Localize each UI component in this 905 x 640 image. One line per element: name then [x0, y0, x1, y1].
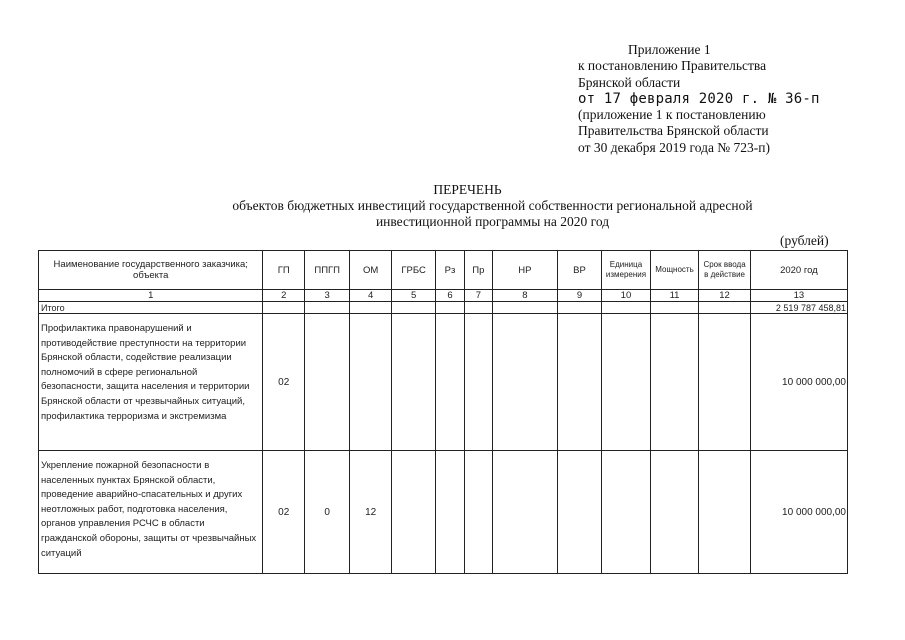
header-unit: Единица измерения — [602, 251, 651, 290]
capacity-cell — [650, 314, 699, 451]
rz-cell — [436, 314, 464, 451]
empty-cell — [391, 302, 435, 314]
om-cell: 12 — [350, 451, 391, 574]
header-customer-object: Наименование государственного заказчика; объекта — [39, 251, 263, 290]
gp-cell: 02 — [263, 314, 304, 451]
pr-cell — [464, 314, 492, 451]
table-row — [39, 314, 848, 451]
total-label: Итого — [39, 302, 263, 314]
nr-cell — [493, 314, 558, 451]
header-gp: ГП — [263, 251, 304, 290]
object-name: Укрепление пожарной безопасности в населенных пунктах Брянской области, проведение аварийно-спасательных и других неотложных работ, подготовка населения, органов управления РСЧС в области гражданской обороны, защиты от чрезвычайных ситуаций — [39, 451, 263, 574]
header-nr: НР — [493, 251, 558, 290]
column-number: 4 — [350, 290, 391, 302]
appendix-line: от 30 декабря 2019 года № 723-п) — [578, 139, 771, 155]
header-capacity: Мощность — [650, 251, 699, 290]
empty-cell — [464, 302, 492, 314]
empty-cell — [493, 302, 558, 314]
object-name: Профилактика правонарушений и противодействие преступности на территории Брянской области, содействие реализации полномочий в сфере региональной безопасности, защита населения и территории Брянской области от чрезвычайных ситуаций, профилактика терроризма и экстремизма — [39, 314, 263, 451]
appendix-date-line: от 17 февраля 2020 г. № 36-п — [578, 90, 820, 107]
column-number: 5 — [391, 290, 435, 302]
column-number: 12 — [699, 290, 751, 302]
column-number: 3 — [304, 290, 350, 302]
unit-cell — [602, 314, 651, 451]
header-rz: Рз — [436, 251, 464, 290]
appendix-line: к постановлению Правительства — [578, 58, 767, 74]
table-row — [39, 451, 848, 574]
total-amount: 2 519 787 458,81 — [750, 302, 847, 314]
empty-cell — [557, 302, 601, 314]
ppgp-cell: 0 — [304, 451, 350, 574]
pr-cell — [464, 451, 492, 574]
units-label: (рублей) — [780, 233, 829, 248]
column-number: 9 — [557, 290, 601, 302]
capacity-cell — [650, 451, 699, 574]
ppgp-cell — [304, 314, 350, 451]
document-subtitle-line1: объектов бюджетных инвестиций государственной собственности региональной адресной — [232, 198, 753, 213]
unit-cell — [602, 451, 651, 574]
column-number-row — [39, 290, 848, 302]
document-title: ПЕРЕЧЕНЬ — [433, 182, 502, 197]
gp-cell: 02 — [263, 451, 304, 574]
table-header-row — [39, 251, 848, 290]
vr-cell — [557, 451, 601, 574]
document-heading — [0, 182, 905, 230]
commission-cell — [699, 451, 751, 574]
column-number: 6 — [436, 290, 464, 302]
empty-cell — [263, 302, 304, 314]
column-number: 11 — [650, 290, 699, 302]
header-vr: ВР — [557, 251, 601, 290]
header-grbs: ГРБС — [391, 251, 435, 290]
empty-cell — [602, 302, 651, 314]
vr-cell — [557, 314, 601, 451]
column-number: 13 — [750, 290, 847, 302]
amount-cell: 10 000 000,00 — [750, 451, 847, 574]
header-year-2020: 2020 год — [750, 251, 847, 290]
appendix-title: Приложение 1 — [628, 42, 711, 57]
header-commission-date: Срок ввода в действие — [699, 251, 751, 290]
appendix-line: Брянской области — [578, 74, 681, 90]
empty-cell — [650, 302, 699, 314]
empty-cell — [304, 302, 350, 314]
empty-cell — [350, 302, 391, 314]
column-number: 8 — [493, 290, 558, 302]
column-number: 10 — [602, 290, 651, 302]
nr-cell — [493, 451, 558, 574]
appendix-line: (приложение 1 к постановлению — [578, 107, 766, 123]
grbs-cell — [391, 451, 435, 574]
appendix-line: Правительства Брянской области — [578, 123, 769, 139]
amount-cell: 10 000 000,00 — [750, 314, 847, 451]
investment-table — [38, 250, 848, 574]
column-number: 7 — [464, 290, 492, 302]
header-om: ОМ — [350, 251, 391, 290]
column-number: 2 — [263, 290, 304, 302]
document-subtitle-line2: инвестиционной программы на 2020 год — [375, 214, 610, 229]
rz-cell — [436, 451, 464, 574]
empty-cell — [436, 302, 464, 314]
om-cell — [350, 314, 391, 451]
column-number: 1 — [39, 290, 263, 302]
appendix-block — [578, 42, 878, 156]
empty-cell — [699, 302, 751, 314]
total-row — [39, 302, 848, 314]
grbs-cell — [391, 314, 435, 451]
header-pr: Пр — [464, 251, 492, 290]
header-ppgp: ППГП — [304, 251, 350, 290]
commission-cell — [699, 314, 751, 451]
